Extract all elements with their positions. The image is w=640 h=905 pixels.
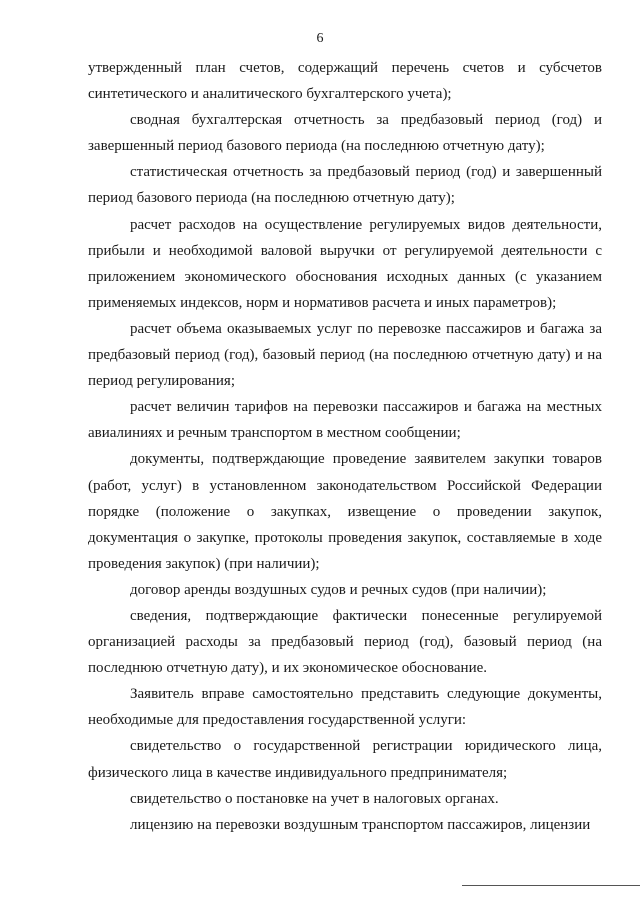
paragraph: Заявитель вправе самостоятельно представить следующие документы, необходимые для предоставления государственной услуги:: [88, 686, 602, 729]
footer-divider-line: [462, 885, 640, 886]
paragraph: документы, подтверждающие проведение заявителем закупки товаров (работ, услуг) в установленном законодательством Российской Федерации порядке (положение о закупках, извещение о проведении закупок, документация о закупке, протоколы проведения закупок, составляемые в ходе проведения закупок) (при наличии);: [88, 451, 602, 572]
paragraph: свидетельство о постановке на учет в налоговых органах.: [130, 790, 499, 807]
paragraph: лицензию на перевозки воздушным транспортом пассажиров, лицензии: [130, 816, 591, 833]
document-body: [88, 55, 602, 838]
paragraph: утвержденный план счетов, содержащий перечень счетов и субсчетов синтетического и аналитического бухгалтерского учета);: [88, 60, 602, 103]
paragraph: расчет величин тарифов на перевозки пассажиров и багажа на местных авиалиниях и речным транспортом в местном сообщении;: [88, 399, 602, 442]
paragraph: свидетельство о государственной регистрации юридического лица, физического лица в качестве индивидуального предпринимателя;: [88, 738, 602, 781]
paragraph: расчет расходов на осуществление регулируемых видов деятельности, прибыли и необходимой валовой выручки от регулируемой деятельности с приложением экономического обоснования исходных данных (с указанием применяемых индексов, норм и нормативов расчета и иных параметров);: [88, 216, 602, 311]
page-number: 6: [316, 31, 324, 46]
paragraph: сведения, подтверждающие фактически понесенные регулируемой организацией расходы за предбазовый период (год), базовый период (на последнюю отчетную дату), и их экономическое обоснование.: [88, 607, 602, 677]
paragraph: статистическая отчетность за предбазовый период (год) и завершенный период базового периода (на последнюю отчетную дату);: [88, 164, 602, 207]
paragraph: договор аренды воздушных судов и речных судов (при наличии);: [130, 581, 547, 598]
paragraph: расчет объема оказываемых услуг по перевозке пассажиров и багажа за предбазовый период (год), базовый период (на последнюю отчетную дату) и на период регулирования;: [88, 320, 602, 390]
paragraph: сводная бухгалтерская отчетность за предбазовый период (год) и завершенный период базового периода (на последнюю отчетную дату);: [88, 112, 602, 155]
